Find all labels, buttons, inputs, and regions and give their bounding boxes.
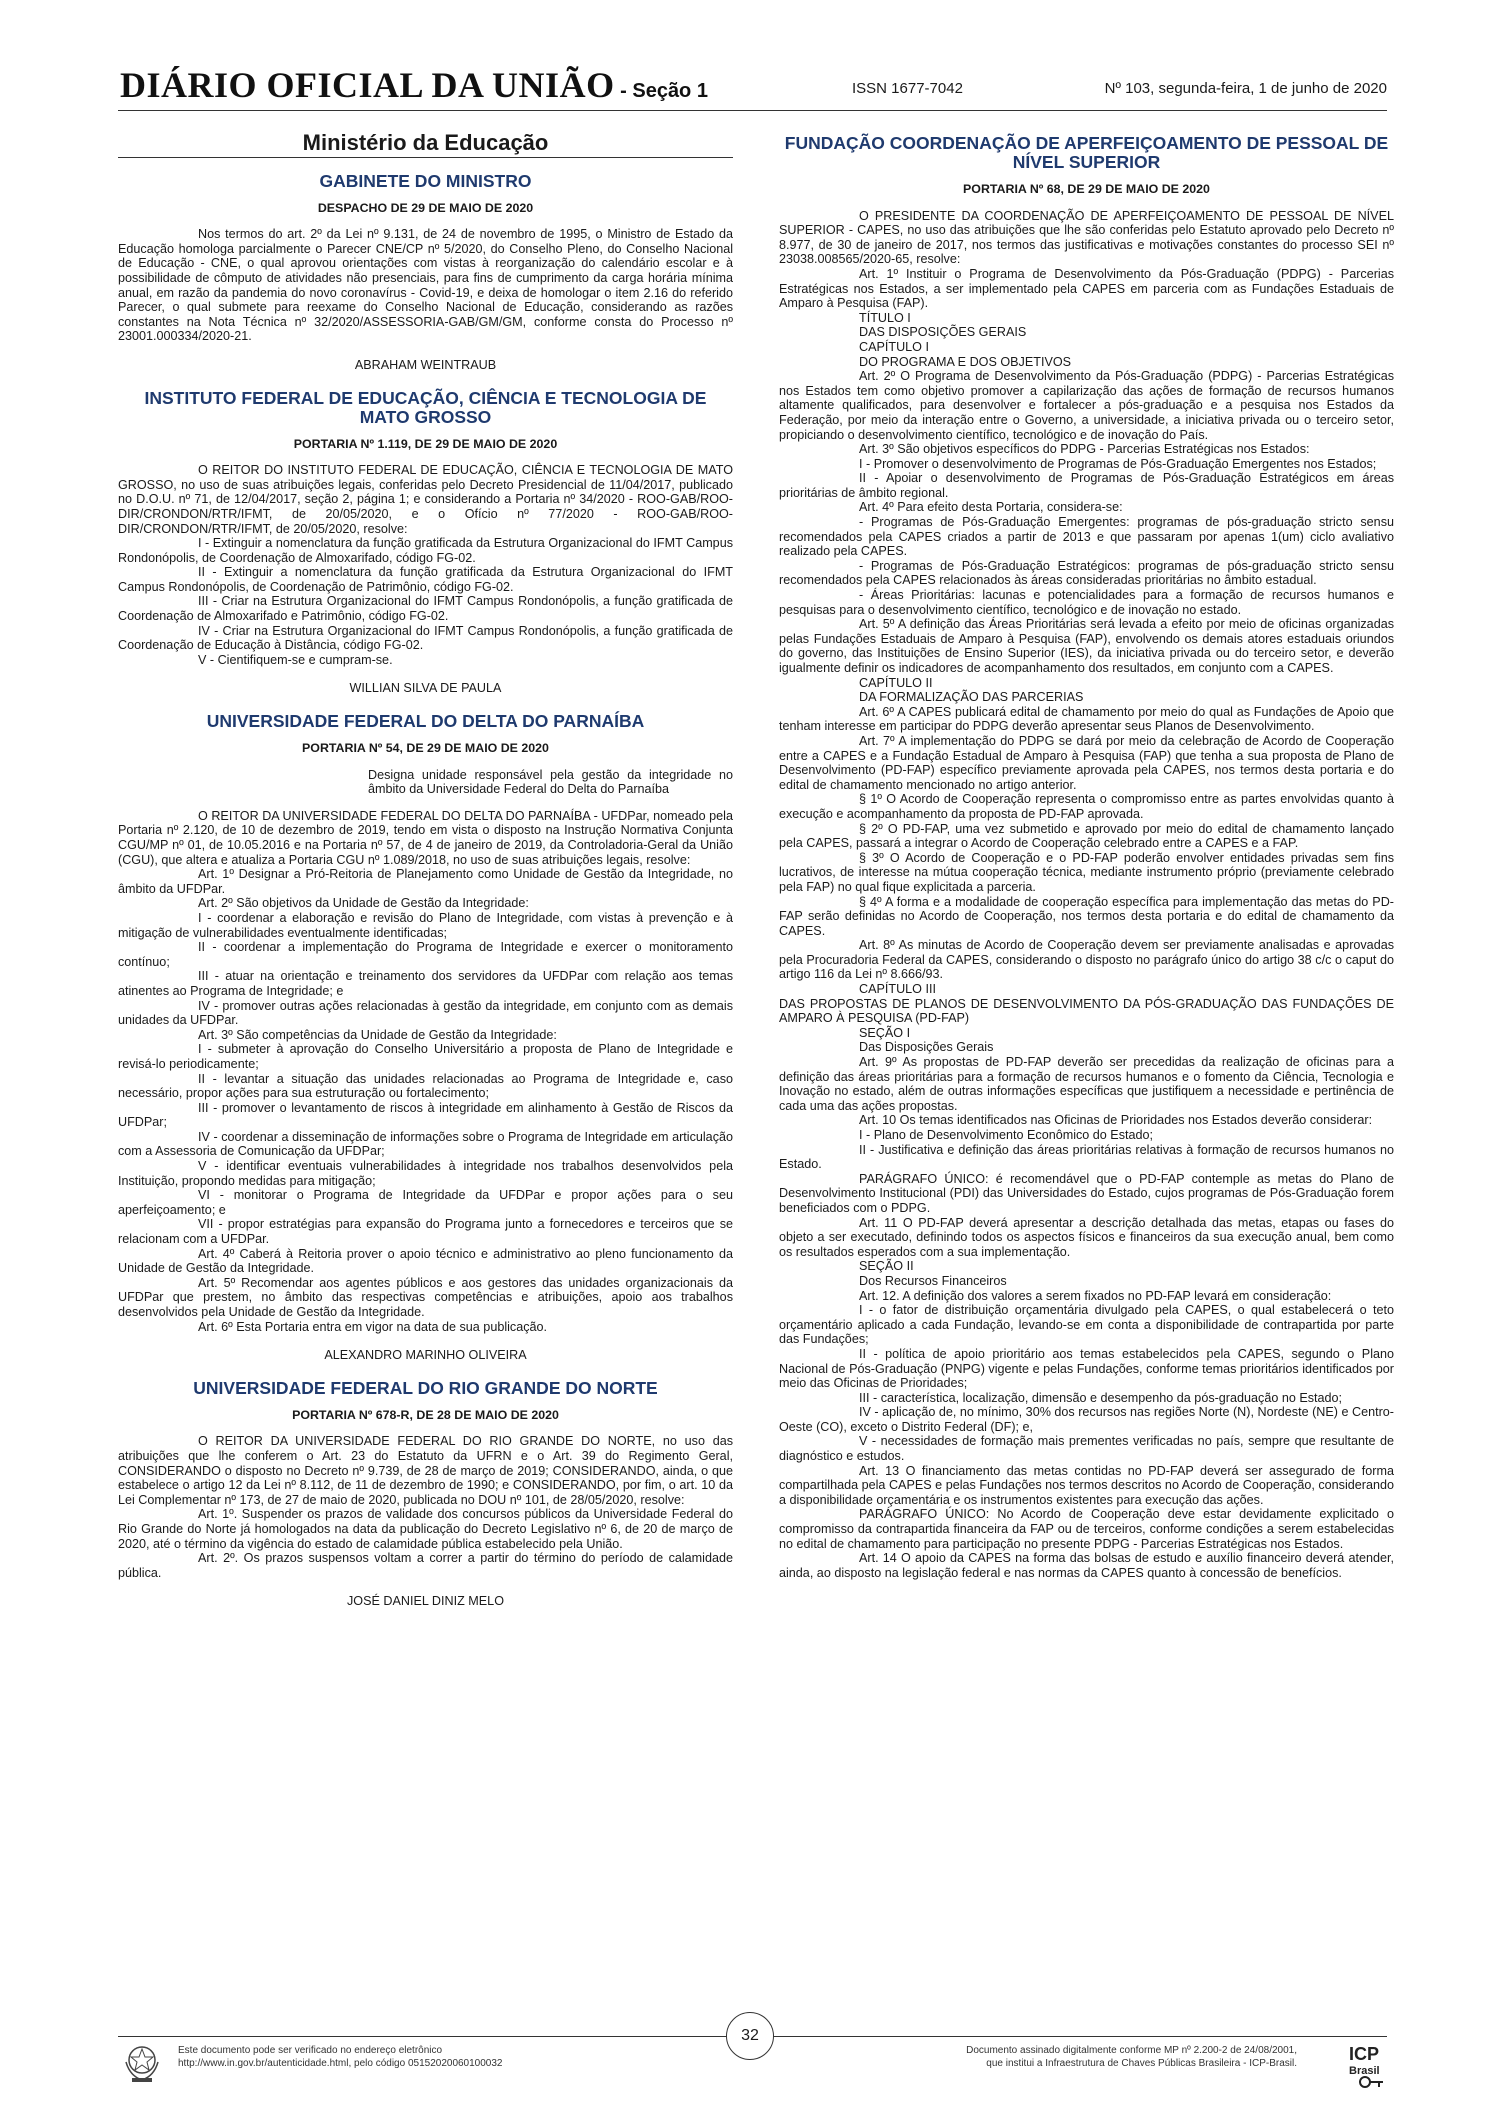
signature: WILLIAN SILVA DE PAULA [349,681,502,696]
paragraph: - Programas de Pós-Graduação Emergentes: programas de pós-graduação stricto sensu recomendados pela CAPES criados a partir de 2013 e que passaram por apenas 1(um) ciclo avaliativo realizado pela CAPES. [779,515,1394,559]
paragraph: SEÇÃO II [859,1259,914,1274]
paragraph: III - atuar na orientação e treinamento dos servidores da UFDPar com relação aos temas atinentes ao Programa de Integridade; e [118,969,733,998]
paragraph: DAS PROPOSTAS DE PLANOS DE DESENVOLVIMENTO DA PÓS-GRADUAÇÃO DAS FUNDAÇÕES DE AMPARO À PESQUISA (PD-FAP) [779,996,1394,1026]
paragraph: O REITOR DA UNIVERSIDADE FEDERAL DO RIO GRANDE DO NORTE, no uso das atribuições que lhe conferem o Art. 23 do Estatuto da UFRN e o Art. 39 do Regimento Geral, CONSIDERANDO o disposto no Decreto nº 9.739, de 28 de março de 2019; CONSIDERANDO, ainda, o que estabelece o artigo 12 da Lei nº 8.112, de 11 de dezembro de 1990; e CONSIDERANDO, por fim, o art. 10 da Lei Complementar nº 173, de 27 de maio de 2020, publicada no DOU nº 101, de 28/05/2020, resolve: [118,1434,733,1507]
paragraph: § 4º A forma e a modalidade de cooperação específica para implementação das metas do PD-FAP serão definidas no Acordo de Cooperação, nos termos desta portaria e do edital de chamamento da CAPES. [779,894,1394,938]
paragraph: IV - coordenar a disseminação de informações sobre o Programa de Integridade em articulação com a Assessoria de Comunicação da UFDPar; [118,1129,733,1159]
paragraph: Art. 9º As propostas de PD-FAP deverão ser precedidas da realização de oficinas para a definição das áreas prioritárias para a formação de recursos humanos e o fomento da Ciência, Tecnologia e Inovação no estado, além de outras informações específicas que justifiquem a necessidade e pertinência de cada uma das ações propostas. [779,1055,1394,1113]
signature-note [966,2044,1297,2070]
right-column [779,128,1394,1580]
paragraph: Art. 13 O financiamento das metas contidas no PD-FAP deverá ser assegurado de forma compartilhada pela CAPES e pelas Fundações nos termos descritos no Acordo de Cooperação, considerando a disponibilidade orçamentária e os instrumentos existentes para execução das ações. [779,1463,1394,1507]
paragraph: Art. 1º Designar a Pró-Reitoria de Planejamento como Unidade de Gestão da Integridade, no âmbito da UFDPar. [118,867,733,896]
paragraph: SEÇÃO I [859,1025,911,1040]
signature: ABRAHAM WEINTRAUB [354,357,497,372]
paragraph: Art. 6º Esta Portaria entra em vigor na data de sua publicação. [198,1319,548,1334]
paragraph: § 2º O PD-FAP, uma vez submetido e aprovado por meio do edital de chamamento lançado pela CAPES, passará a integrar o Acordo de Cooperação celebrado entre a CAPES e a FAP. [779,821,1394,851]
act-title: PORTARIA Nº 678-R, DE 28 DE MAIO DE 2020 [292,1407,559,1422]
paragraph: I - o fator de distribuição orçamentária divulgado pela CAPES, o qual estabelecerá o teto orçamentário aplicado a cada Fundação, levando-se em conta a disponibilidade de contrapartida por parte das Fundações; [779,1303,1394,1347]
paragraph: - Áreas Prioritárias: lacunas e potencialidades para a formação de recursos humanos e pesquisas para o desenvolvimento científico, tecnológico e de inovação no estado. [779,588,1394,617]
paragraph: I - Plano de Desenvolvimento Econômico do Estado; [859,1128,1154,1142]
edition-info: Nº 103, segunda-feira, 1 de junho de 2020 [1104,80,1387,97]
signature: JOSÉ DANIEL DINIZ MELO [347,1594,504,1609]
paragraph: I - Promover o desenvolvimento de Programas de Pós-Graduação Emergentes nos Estados; [859,456,1377,471]
section-label: - Seção 1 [614,80,708,102]
paragraph: CAPÍTULO I [859,339,929,354]
act-title: PORTARIA Nº 1.119, DE 29 DE MAIO DE 2020 [293,436,558,451]
paragraph: Art. 2º São objetivos da Unidade de Gestão da Integridade: [198,896,529,911]
paragraph: Art. 1º. Suspender os prazos de validade dos concursos públicos da Universidade Federal do Rio Grande do Norte já homologados na data da publicação do Decreto Legislativo nº 6, de 20 de março de 2020, até o término da vigência do estado de calamidade pública estabelecido pela União. [118,1507,733,1551]
icp-logo-text: ICP [1349,2044,1380,2064]
title-text: DIÁRIO OFICIAL DA UNIÃO [120,65,615,105]
paragraph: V - identificar eventuais vulnerabilidades à integridade nos trabalhos desenvolvidos pela Instituição, propondo medidas para mitigação; [118,1159,733,1188]
act-title: PORTARIA Nº 54, DE 29 DE MAIO DE 2020 [302,741,549,756]
ementa: Designa unidade responsável pela gestão da integridade no âmbito da Universidade Federal do Delta do Parnaíba [368,767,733,797]
paragraph: PARÁGRAFO ÚNICO: No Acordo de Cooperação deve estar devidamente explicitado o compromisso da contrapartida financeira da FAP ou de terceiros, conforme condições a serem estabelecidas no edital de chamamento para participação no presente PDPG - Parcerias Estratégicas nos Estados. [779,1507,1394,1551]
paragraph: Art. 6º A CAPES publicará edital de chamamento por meio do qual as Fundações de Apoio que tenham interesse em participar do PDPG deverão apresentar seus Planos de Desenvolvimento. [779,704,1394,734]
left-column [118,128,733,1625]
paragraph: I - coordenar a elaboração e revisão do Plano de Integridade, com vistas à prevenção e à mitigação de vulnerabilidades eventualmente identificadas; [118,910,733,940]
paragraph: IV - aplicação de, no mínimo, 30% dos recursos nas regiões Norte (N), Nordeste (NE) e Centro-Oeste (CO), exceto o Distrito Federal (DF); e, [779,1405,1394,1434]
paragraph: Art. 4º Caberá à Reitoria prover o apoio técnico e administrativo ao pleno funcionamento da Unidade de Gestão da Integridade. [118,1246,733,1276]
act-title: PORTARIA Nº 68, DE 29 DE MAIO DE 2020 [963,182,1210,196]
org-heading-gabinete: GABINETE DO MINISTRO [319,170,532,191]
paragraph: DAS DISPOSIÇÕES GERAIS [859,325,1027,340]
org-heading-capes: FUNDAÇÃO COORDENAÇÃO DE APERFEIÇOAMENTO DE PESSOAL DE NÍVEL SUPERIOR [784,133,1389,172]
signature: ALEXANDRO MARINHO OLIVEIRA [324,1348,527,1363]
verification-line-1: Este documento pode ser verificado no endereço eletrônico [178,2045,443,2056]
paragraph: Art. 7º A implementação do PDPG se dará por meio da celebração de Acordo de Cooperação entre a CAPES e a Fundação Estadual de Amparo à Pesquisa (FAP) que tenha a sua proposta de Plano de Desenvolvimento (PD-FAP) específico previamente aprovada pela CAPES, nos termos desta portaria e do edital de chamamento mencionado no artigo anterior. [779,733,1394,792]
capes-portaria-body [779,209,1394,1581]
paragraph: Art. 1º Instituir o Programa de Desenvolvimento da Pós-Graduação (PDPG) - Parcerias Estratégicas nos Estados, a ser implementado pela CAPES em parceria com as Fundações Estaduais de Amparo à Pesquisa (FAP). [779,266,1394,311]
paragraph: Art. 2º O Programa de Desenvolvimento da Pós-Graduação (PDPG) - Parcerias Estratégicas nos Estados tem como objetivo promover a capilarização das ações de formação de recursos humanos altamente qualificados, para desenvolver e fortalecer a pós-graduação e a pesquisa nos Estados da Federação, por meio da interação entre o Governo, a universidade, a iniciativa privada ou o terceiro setor, propiciando o desenvolvimento científico, tecnológico e de inovação do País. [779,369,1394,442]
paragraph: I - submeter à aprovação do Conselho Universitário a proposta de Plano de Integridade e revisá-lo periodicamente; [118,1042,733,1071]
paragraph: CAPÍTULO III [859,982,936,997]
paragraph: V - necessidades de formação mais prementes verificadas no país, sempre que resultante de diagnóstico e estudos. [779,1434,1394,1464]
paragraph: O PRESIDENTE DA COORDENAÇÃO DE APERFEIÇOAMENTO DE PESSOAL DE NÍVEL SUPERIOR - CAPES, no uso das atribuições que lhe são conferidas pelo Estatuto aprovado pelo Decreto nº 8.977, de 30 de janeiro de 2017, nos termos das justificativas e motivações constantes do processo SEI nº 23038.008565/2020-65, resolve: [779,208,1394,267]
paragraph: Art. 5º Recomendar aos agentes públicos e aos gestores das unidades organizacionais da UFDPar que prestem, no âmbito das respectivas competências e atribuições, apoio aos trabalhos desenvolvidos pela Unidade de Gestão da Integridade. [118,1275,733,1319]
paragraph: Nos termos do art. 2º da Lei nº 9.131, de 24 de novembro de 1995, o Ministro de Estado da Educação homologa parcialmente o Parecer CNE/CP nº 5/2020, do Conselho Pleno, do Conselho Nacional de Educação - CNE, o qual aprovou orientações com vistas à reorganização do calendário escolar e à possibilidade de cômputo de atividades não presenciais, para fins de cumprimento da carga horária mínima anual, em razão da pandemia do novo coronavírus - Covid-19, e deixa de homologar o item 2.16 do referido Parecer, o qual submete para reexame do Conselho Nacional de Educação, considerando as razões constantes na Nota Técnica nº 32/2020/ASSESSORIA-GAB/GM/GM, conforme consta do Processo nº 23001.000334/2020-21. [118,227,733,344]
paragraph: I - Extinguir a nomenclatura da função gratificada da Estrutura Organizacional do IFMT Campus Rondonópolis, de Coordenação de Almoxarifado, código FG-02. [118,536,733,565]
paragraph: Art. 8º As minutas de Acordo de Cooperação devem ser previamente analisadas e aprovadas pela Procuradoria Federal da CAPES, considerando o disposto no parágrafo único do artigo 38 c/c o caput do artigo 116 da Lei nº 8.666/93. [779,938,1394,982]
paragraph: Art. 2º. Os prazos suspensos voltam a correr a partir do término do período de calamidade pública. [118,1551,733,1580]
icp-logo-subtext: Brasil [1349,2065,1380,2077]
page-number: 32 [726,2012,774,2060]
paragraph: Art. 3º São objetivos específicos do PDPG - Parcerias Estratégicas nos Estados: [859,442,1310,457]
paragraph: IV - Criar na Estrutura Organizacional do IFMT Campus Rondonópolis, a função gratificada de Coordenação de Educação à Distância, código FG-02. [118,623,733,653]
paragraph: II - política de apoio prioritário aos temas estabelecidos pela CAPES, segundo o Plano Nacional de Pós-Graduação (PNPG) vigente e pelas Fundações, conforme temas prioritários identificados por meio das Oficinas de Prioridades; [779,1346,1394,1391]
paragraph: CAPÍTULO II [859,675,933,690]
issn: ISSN 1677-7042 [852,80,963,97]
paragraph: Art. 11 O PD-FAP deverá apresentar a descrição detalhada das metas, etapas ou fases do objeto a ser executado, definindo todos os aspectos físicos e financeiros da sua execução anual, bem como os resultados esperados com a sua implementação. [779,1215,1394,1259]
ministry-heading: Ministério da Educação [118,136,733,158]
paragraph: III - promover o levantamento de riscos à integridade em alinhamento à Gestão de Riscos da UFDPar; [118,1100,733,1130]
paragraph: Art. 14 O apoio da CAPES na forma das bolsas de estudo e auxílio financeiro deverá atender, ainda, ao disposto na legislação federal e nas normas da CAPES quanto à concessão de benefícios. [779,1551,1394,1580]
paragraph: III - Criar na Estrutura Organizacional do IFMT Campus Rondonópolis, a função gratificada de Coordenação de Almoxarifado e Patrimônio, código FG-02. [118,594,733,624]
paragraph: II - Extinguir a nomenclatura da função gratificada da Estrutura Organizacional do IFMT Campus Rondonópolis, de Coordenação de Patrimônio, código FG-02. [118,565,733,594]
org-heading-ifmt: INSTITUTO FEDERAL DE EDUCAÇÃO, CIÊNCIA E TECNOLOGIA DE MATO GROSSO [144,387,707,427]
signature-line-2: que institui a Infraestrutura de Chaves Públicas Brasileira - ICP-Brasil. [986,2058,1297,2069]
verification-line-2: http://www.in.gov.br/autenticidade.html, pelo código 05152020060100032 [178,2058,503,2069]
paragraph: Art. 10 Os temas identificados nas Oficinas de Prioridades nos Estados deverão considerar: [859,1113,1373,1128]
org-heading-ufrn: UNIVERSIDADE FEDERAL DO RIO GRANDE DO NORTE [193,1377,658,1398]
paragraph: III - característica, localização, dimensão e desempenho da pós-graduação no Estado; [859,1390,1343,1405]
paragraph: VI - monitorar o Programa de Integridade da UFDPar e propor ações para o seu aperfeiçoamento; e [118,1188,733,1217]
paragraph: - Programas de Pós-Graduação Estratégicos: programas de pós-graduação stricto sensu recomendados pela CAPES relacionados às áreas consideradas prioritárias no âmbito estadual. [779,558,1394,588]
paragraph: DO PROGRAMA E DOS OBJETIVOS [859,354,1072,369]
signature-line-1: Documento assinado digitalmente conforme MP nº 2.200-2 de 24/08/2001, [966,2045,1297,2056]
act-title: DESPACHO DE 29 DE MAIO DE 2020 [317,200,534,215]
newspaper-title [120,64,708,106]
paragraph: II - coordenar a implementação do Programa de Integridade e exercer o monitoramento contínuo; [118,940,733,969]
paragraph: Art. 12. A definição dos valores a serem fixados no PD-FAP levará em consideração: [859,1288,1332,1303]
paragraph: O REITOR DO INSTITUTO FEDERAL DE EDUCAÇÃO, CIÊNCIA E TECNOLOGIA DE MATO GROSSO, no uso de suas atribuições legais, conferidas pelo Decreto Presidencial de 11/04/2017, publicado no D.O.U. nº 71, de 12/04/2017, seção 2, página 1; e considerando a Portaria nº 34/2020 - ROO-GAB/ROO-DIR/CRONDON/RTR/IFMT, de 20/05/2020, e o Ofício nº 77/2020 - ROO-GAB/ROO-DIR/CRONDON/RTR/IFMT, de 20/05/2020, resolve: [118,463,733,536]
paragraph: V - Cientifiquem-se e cumpram-se. [198,652,393,667]
paragraph: TÍTULO I [859,310,911,325]
org-heading-ufdpar: UNIVERSIDADE FEDERAL DO DELTA DO PARNAÍBA [206,711,645,732]
paragraph: Art. 4º Para efeito desta Portaria, considera-se: [859,500,1123,515]
verification-note [178,2044,503,2070]
paragraph: § 1º O Acordo de Cooperação representa o compromisso entre as partes envolvidas quanto à execução e acompanhamento da proposta de PD-FAP aprovada. [779,792,1394,821]
paragraph: § 3º O Acordo de Cooperação e o PD-FAP poderão envolver entidades privadas sem fins lucrativos, de interesse na mútua cooperação técnica, mediante instrumento próprio (previamente celebrado pela FAP) no qual fique explicitada a parceria. [779,850,1394,894]
paragraph: PARÁGRAFO ÚNICO: é recomendável que o PD-FAP contemple as metas do Plano de Desenvolvimento Institucional (PDI) das Universidades do Estado, cujos programas de Pós-Graduação forem beneficiados com o PDPG. [779,1171,1394,1215]
paragraph: II - levantar a situação das unidades relacionadas ao Programa de Integridade e, caso necessário, propor ações para sua estruturação ou fortalecimento; [118,1071,733,1101]
paragraph: DA FORMALIZAÇÃO DAS PARCERIAS [859,690,1084,705]
paragraph: O REITOR DA UNIVERSIDADE FEDERAL DO DELTA DO PARNAÍBA - UFDPar, nomeado pela Portaria nº 2.120, de 10 de dezembro de 2019, tendo em vista o disposto na Instrução Normativa Conjunta CGU/MP nº 01, de 10.05.2016 e na Portaria nº 57, de 4 de janeiro de 2019, da Controladoria-Geral da União (CGU), que altera e atualiza a Portaria CGU nº 1.089/2018, no uso de suas atribuições legais, resolve: [118,808,733,867]
paragraph: II - Apoiar o desenvolvimento de Programas de Pós-Graduação Estratégicos em áreas prioritárias de âmbito regional. [779,471,1394,500]
paragraph: Dos Recursos Financeiros [859,1273,1007,1288]
icp-brasil-logo-icon [1307,2040,1387,2090]
paragraph: Art. 3º São competências da Unidade de Gestão da Integridade: [198,1027,557,1042]
paragraph: IV - promover outras ações relacionadas à gestão da integridade, em conjunto com as demais unidades da UFDPar. [118,998,733,1028]
paragraph: II - Justificativa e definição das áreas prioritárias relativas à formação de recursos humanos no Estado. [779,1142,1394,1172]
coat-of-arms-icon [120,2040,164,2084]
header-divider [118,110,1387,111]
paragraph: Art. 5º A definição das Áreas Prioritárias será levada a efeito por meio de oficinas organizadas pelas Fundações Estaduais de Amparo à Pesquisa (FAP), envolvendo os demais atores estaduais oriundos do governo, das Instituições de Ensino Superior (IES), da iniciativa privada ou do terceiro setor, e deverão igualmente definir os indicadores de acompanhamento dos resultados, em conjunto com a CAPES. [779,617,1394,675]
paragraph: VII - propor estratégias para expansão do Programa junto a fornecedores e terceiros que se relacionam com a UFDPar. [118,1217,733,1247]
paragraph: Das Disposições Gerais [859,1040,994,1055]
